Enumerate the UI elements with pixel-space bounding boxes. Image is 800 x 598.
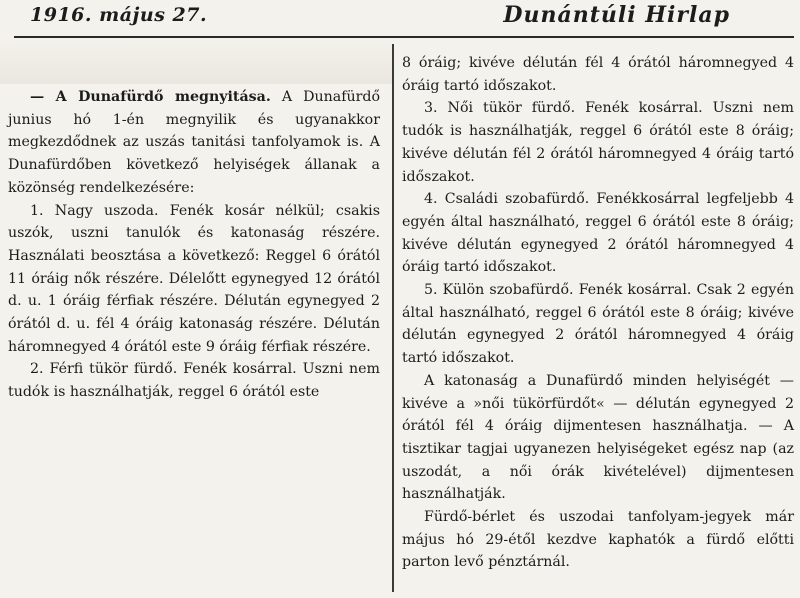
- blank-area: [0, 38, 392, 84]
- paragraph-katonasag: A katonaság a Dunafürdő minden helyiségét — kivéve a »női tükörfürdőt« — délután egynegyed 2 órától fél 4 óráig dijmentesen használhatja. — A tisztikar tagjai ugyanezen helyiségeket egész nap (az uszodát, a női órák kivételével) dijmentesen használhatják.: [402, 372, 794, 503]
- item-ferfi-tukorfurdo-start: 2. Férfi tükör fürdő. Fenék kosárral. Uszni nem tudók is használhatják, reggel 6 órától este: [8, 361, 380, 401]
- item-noi-tukorfurdo: 3. Női tükör fürdő. Fenék kosárral. Uszni nem tudók is használhatják, reggel 6 órától este 8 óráig; kivéve délután fél 2 órától háromnegyed 4 óráig tartó időszakot.: [402, 100, 794, 185]
- right-column: [402, 52, 794, 574]
- article-headline: — A Dunafürdő megnyitása.: [30, 89, 271, 105]
- item-ferfi-tukorfurdo-end: 8 óráig; kivéve délután fél 4 órától háromnegyed 4 óráig tartó időszakot.: [402, 55, 794, 94]
- item-kulon-szobafurdo: 5. Külön szobafürdő. Fenék kosárral. Csak 2 egyén által használható, reggel 6 órától este 8 óráig; kivéve délután egynegyed 2 órától háromnegyed 4 óráig tartó időszakot.: [402, 282, 794, 367]
- item-nagy-uszoda: 1. Nagy uszoda. Fenék kosár nélkül; csakis uszók, uszni tanulók és katonaság részére. Használati beosztása a következő: Reggel 6 órától 11 óráig nők részére. Délelőtt egynegyed 12 órától d. u. 1 óráig férfiak részére. Délután egynegyed 2 órától d. u. fél 4 óráig katonaság részére. Délután háromnegyed 4 órától este 9 óráig férfiak részére.: [8, 202, 380, 355]
- column-divider: [392, 44, 394, 592]
- newspaper-title: Dunántúli Hirlap: [503, 2, 730, 28]
- masthead: [0, 0, 800, 40]
- item-csaladi-szobafurdo: 4. Családi szobafürdő. Fenékkosárral legfeljebb 4 egyén által használható, reggel 6 órától este 8 óráig; kivéve délután egynegyed 2 órától háromnegyed 4 óráig tartó időszakot.: [402, 191, 794, 276]
- issue-date: 1916. május 27.: [30, 4, 208, 26]
- paragraph-berlet: Fürdő-bérlet és uszodai tanfolyam-jegyek már május hó 29-étől kezdve kaphatók a fürdő előtti parton levő pénztárnál.: [402, 509, 794, 571]
- article-lead: [8, 86, 380, 200]
- article-intro: A Dunafürdő junius hó 1-én megnyilik és ugyanakkor megkezdődnek az uszás tanitási tanfolyamok is. A Dunafürdőben következő helyiségek állanak a közönség rendelkezésére:: [8, 89, 380, 196]
- left-column: [8, 86, 380, 404]
